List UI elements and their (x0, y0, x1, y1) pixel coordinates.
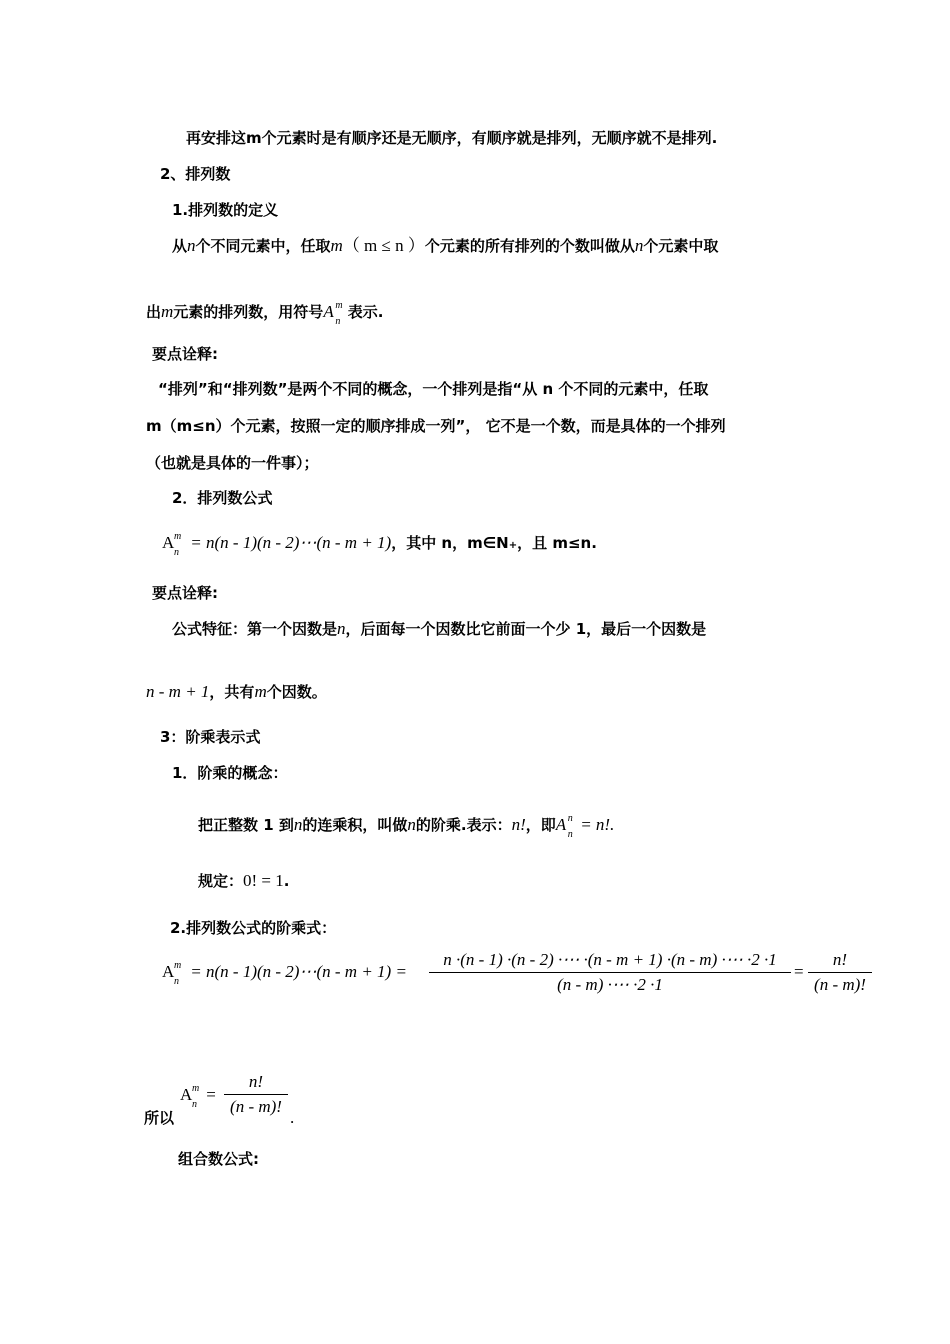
math-m: m (330, 236, 343, 255)
def-text-d: 个元素中取 (643, 237, 719, 255)
fact-text-a: 把正整数 1 到 (198, 816, 294, 834)
math-zero-factorial: 0! = 1 (243, 871, 284, 890)
math-m: m (161, 302, 174, 321)
feature-line-1 (172, 619, 706, 639)
subsection-heading-formula: 2．排列数公式 (172, 489, 273, 507)
def2-text-a: 出 (146, 303, 162, 321)
fraction-factorial (808, 950, 872, 995)
symbol-A-n-n (555, 813, 573, 840)
symbol-sub: n (335, 316, 341, 327)
symbol-sub: n (567, 829, 573, 840)
def2-text-c: 表示. (347, 303, 384, 321)
factorial-definition (198, 813, 615, 840)
symbol-A: A (323, 302, 334, 321)
def-text-b: 个不同元素中，任取 (195, 237, 331, 255)
symbol-A-n-m (162, 960, 182, 987)
fraction-numerator: n! (832, 950, 848, 969)
math-n: n (634, 236, 644, 255)
def-text-c: 个元素的所有排列的个数叫做从 (424, 237, 635, 255)
permutation-formula-1 (162, 533, 597, 556)
symbol-sub: n (192, 1099, 197, 1110)
symbol-A: A (162, 962, 175, 981)
definition-line-1 (172, 236, 718, 256)
fact-text-b: 的连乘积，叫做 (302, 816, 408, 834)
note-paragraph-line-2: m（m≤n）个元素，按照一定的顺序排成一列”， 它不是一个数，而是具体的一个排列 (146, 417, 726, 435)
symbol-sup: m (192, 1083, 200, 1094)
subsection-heading-factorial-formula: 2.排列数公式的阶乘式： (170, 919, 337, 937)
conclusion-A-symbol (180, 1083, 216, 1110)
feature-text-a: 公式特征：第一个因数是 (172, 620, 338, 638)
factorial-rule (198, 871, 289, 891)
symbol-A: A (555, 815, 567, 834)
fact-text-d: ，即 (525, 816, 556, 834)
math-n: n (293, 815, 303, 834)
conclusion-fraction (224, 1072, 288, 1117)
symbol-sup: m (174, 960, 182, 971)
math-n: n (407, 815, 416, 834)
formula-rhs: = n(n - 1)(n - 2)⋯(n - m + 1) (190, 533, 392, 552)
subsection-heading-definition: 1.排列数的定义 (172, 201, 279, 219)
feature2-text-a: ，共有 (209, 683, 255, 701)
def2-text-b: 元素的排列数，用符号 (173, 303, 324, 321)
math-condition: （ m ≤ n ） (342, 236, 425, 255)
def-text-a: 从 (172, 237, 188, 255)
symbol-sup: m (174, 531, 182, 542)
permutation-formula-2-lhs (162, 960, 407, 987)
symbol-A-n-m (323, 300, 343, 327)
symbol-A: A (162, 533, 175, 552)
fraction-denominator: (n - m)! (230, 1097, 282, 1116)
formula-condition-a: ，其中 n，m∈N (391, 534, 509, 552)
subsection-heading-factorial: 1．阶乘的概念： (172, 764, 288, 782)
text-line-1: 再安排这m个元素时是有顺序还是无顺序，有顺序就是排列，无顺序就不是排列. (186, 129, 718, 147)
fraction-denominator: (n - m)! (814, 975, 866, 994)
formula-product: = n(n - 1)(n - 2)⋯(n - m + 1) = (190, 962, 407, 981)
formula-condition-plus: + (508, 540, 518, 551)
feature-line-2 (146, 682, 327, 702)
fraction-bar (808, 972, 872, 973)
equals-sign: = (794, 962, 804, 981)
math-n: n (187, 236, 196, 255)
fraction-numerator: n! (248, 1072, 264, 1091)
feature-text-b: ，后面每一个因数比它前面一个少 1，最后一个因数是 (345, 620, 707, 638)
equals-sign: = (206, 1085, 216, 1104)
fraction-expanded (429, 950, 791, 995)
definition-line-2 (146, 300, 384, 327)
math-m: m (254, 682, 267, 701)
fact-text-c: 的阶乘.表示： (415, 816, 512, 834)
symbol-A: A (180, 1085, 193, 1104)
fraction-bar (224, 1094, 288, 1095)
conclusion-period: . (290, 1108, 295, 1127)
symbol-sup: m (335, 300, 343, 311)
symbol-sup: n (567, 813, 573, 824)
section-heading-2: 2、排列数 (160, 165, 231, 183)
note-heading-1: 要点诠释: (152, 345, 218, 363)
symbol-sub: n (174, 547, 179, 558)
math-n: n (337, 619, 346, 638)
math-n-factorial: n! (511, 815, 526, 834)
conclusion-label: 所以 (144, 1109, 175, 1127)
rule-period: . (283, 872, 290, 890)
note-heading-2: 要点诠释: (152, 584, 218, 602)
feature2-text-b: 个因数。 (266, 683, 327, 701)
math-last-factor: n - m + 1 (146, 682, 210, 701)
symbol-sub: n (174, 976, 179, 987)
note-paragraph-line-1: “排列”和“排列数”是两个不同的概念，一个排列是指“从 n 个不同的元素中，任取 (158, 380, 709, 398)
fraction-denominator: (n - m) ·⋯ ·2 ·1 (557, 975, 663, 994)
fraction-numerator: n ·(n - 1) ·(n - 2) ·⋯ ·(n - m + 1) ·(n - m) ·⋯ ·2 ·1 (443, 950, 777, 969)
combination-heading: 组合数公式: (178, 1150, 259, 1168)
section-heading-3: 3：阶乘表示式 (160, 728, 261, 746)
symbol-A-n-m (162, 531, 182, 558)
symbol-A-n-m (180, 1083, 200, 1110)
formula-condition-b: ，且 m≤n. (517, 534, 597, 552)
fraction-bar (429, 972, 791, 973)
rule-text: 规定： (198, 872, 244, 890)
math-equals-n-factorial: = n!. (580, 815, 615, 834)
note-paragraph-line-3: （也就是具体的一件事）； (146, 454, 319, 472)
